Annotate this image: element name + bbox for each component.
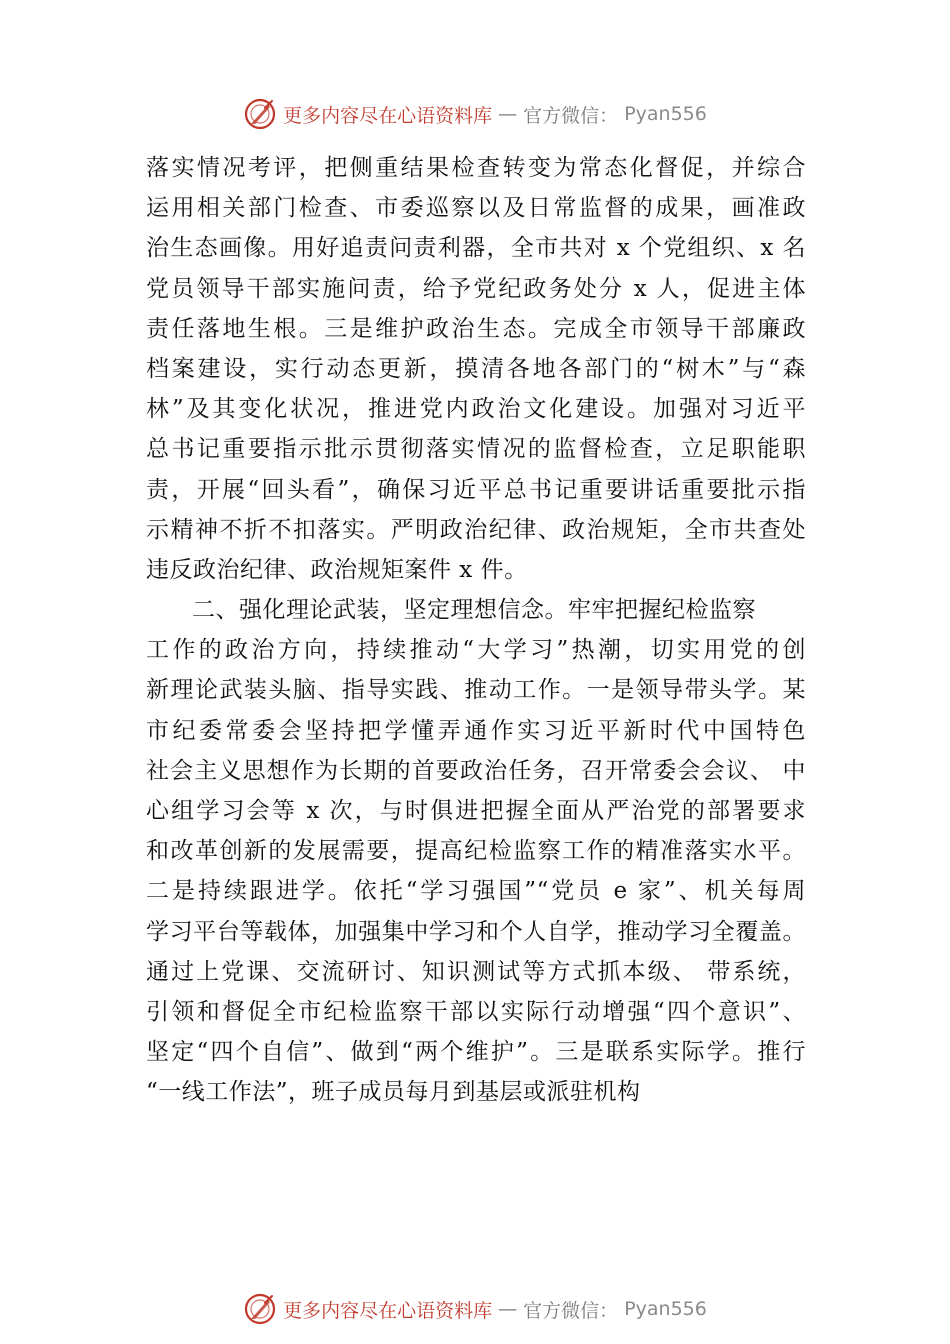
- text-line: 责，开展“回头看”，确保习近平总书记重要讲话重要批示指: [146, 476, 806, 503]
- text-line: 落实情况考评，把侧重结果检查转变为常态化督促，并综合: [146, 155, 806, 181]
- text-line: 运用相关部门检查、市委巡察以及日常监督的成果，画准政: [146, 195, 806, 222]
- text-line: 二是持续跟进学。依托“学习强国”“党员 e 家”、机关每周: [146, 878, 806, 905]
- watermark-dash: —: [498, 103, 518, 125]
- text-line: 通过上党课、交流研讨、知识测试等方式抓本级、 带系统，: [146, 958, 806, 985]
- text-line: 党员领导干部实施问责，给予党纪政务处分 x 人，促进主体: [146, 275, 806, 302]
- watermark-dash: —: [498, 1298, 518, 1320]
- text-line: 总书记重要指示批示贯彻落实情况的监督检查，立足职能职: [146, 436, 806, 463]
- paragraph-1: [146, 148, 806, 590]
- watermark-label: 官方微信：: [523, 104, 619, 127]
- text-line: 示精神不折不扣落实。严明政治纪律、政治规矩，全市共查处: [146, 516, 806, 543]
- text-line: 市纪委常委会坚持把学懂弄通作实习近平新时代中国特色: [146, 717, 806, 744]
- watermark-brand: 更多内容尽在心语资料库: [283, 104, 493, 127]
- text-line: 学习平台等载体，加强集中学习和个人自学，推动学习全覆盖。: [146, 918, 806, 945]
- text-line: 新理论武装头脑、指导实践、推动工作。一是领导带头学。某: [146, 677, 806, 704]
- watermark-wechat-id: Pyan556: [624, 1298, 707, 1320]
- text-line: 二、强化理论武装，坚定理想信念。牢牢把握纪检监察: [192, 597, 756, 624]
- text-line: 社会主义思想作为长期的首要政治任务，召开常委会会议、 中: [146, 757, 806, 784]
- watermark-footer: [0, 1289, 950, 1329]
- text-line: 心组学习会等 x 次，与时俱进把握全面从严治党的部署要求: [146, 798, 806, 824]
- text-line: 违反政治纪律、政治规矩案件 x 件。: [146, 556, 528, 583]
- watermark-header: [0, 94, 950, 134]
- text-line: 责任落地生根。三是维护政治生态。完成全市领导干部廉政: [146, 315, 806, 342]
- text-line: “一线工作法”，班子成员每月到基层或派驻机构: [146, 1079, 641, 1106]
- paragraph-2: [146, 590, 806, 1112]
- quill-seal-icon: [243, 1292, 277, 1326]
- watermark-wechat-id: Pyan556: [624, 103, 707, 125]
- document-body: [146, 148, 806, 1113]
- text-line: 档案建设，实行动态更新，摸清各地各部门的“树木”与“森: [146, 355, 806, 382]
- text-line: 和改革创新的发展需要，提高纪检监察工作的精准落实水平。: [146, 838, 806, 865]
- text-line: 坚定“四个自信”、做到“两个维护”。三是联系实际学。推行: [146, 1039, 806, 1066]
- text-line: 林”及其变化状况，推进党内政治文化建设。加强对习近平: [146, 396, 806, 423]
- text-line: 治生态画像。用好追责问责利器，全市共对 x 个党组织、x 名: [146, 235, 806, 262]
- text-line: 引领和督促全市纪检监察干部以实际行动增强“四个意识”、: [146, 998, 806, 1025]
- text-line: 工作的政治方向，持续推动“大学习”热潮，切实用党的创: [146, 637, 806, 664]
- watermark-brand: 更多内容尽在心语资料库: [283, 1299, 493, 1322]
- quill-seal-icon: [243, 97, 277, 131]
- watermark-label: 官方微信：: [523, 1299, 619, 1322]
